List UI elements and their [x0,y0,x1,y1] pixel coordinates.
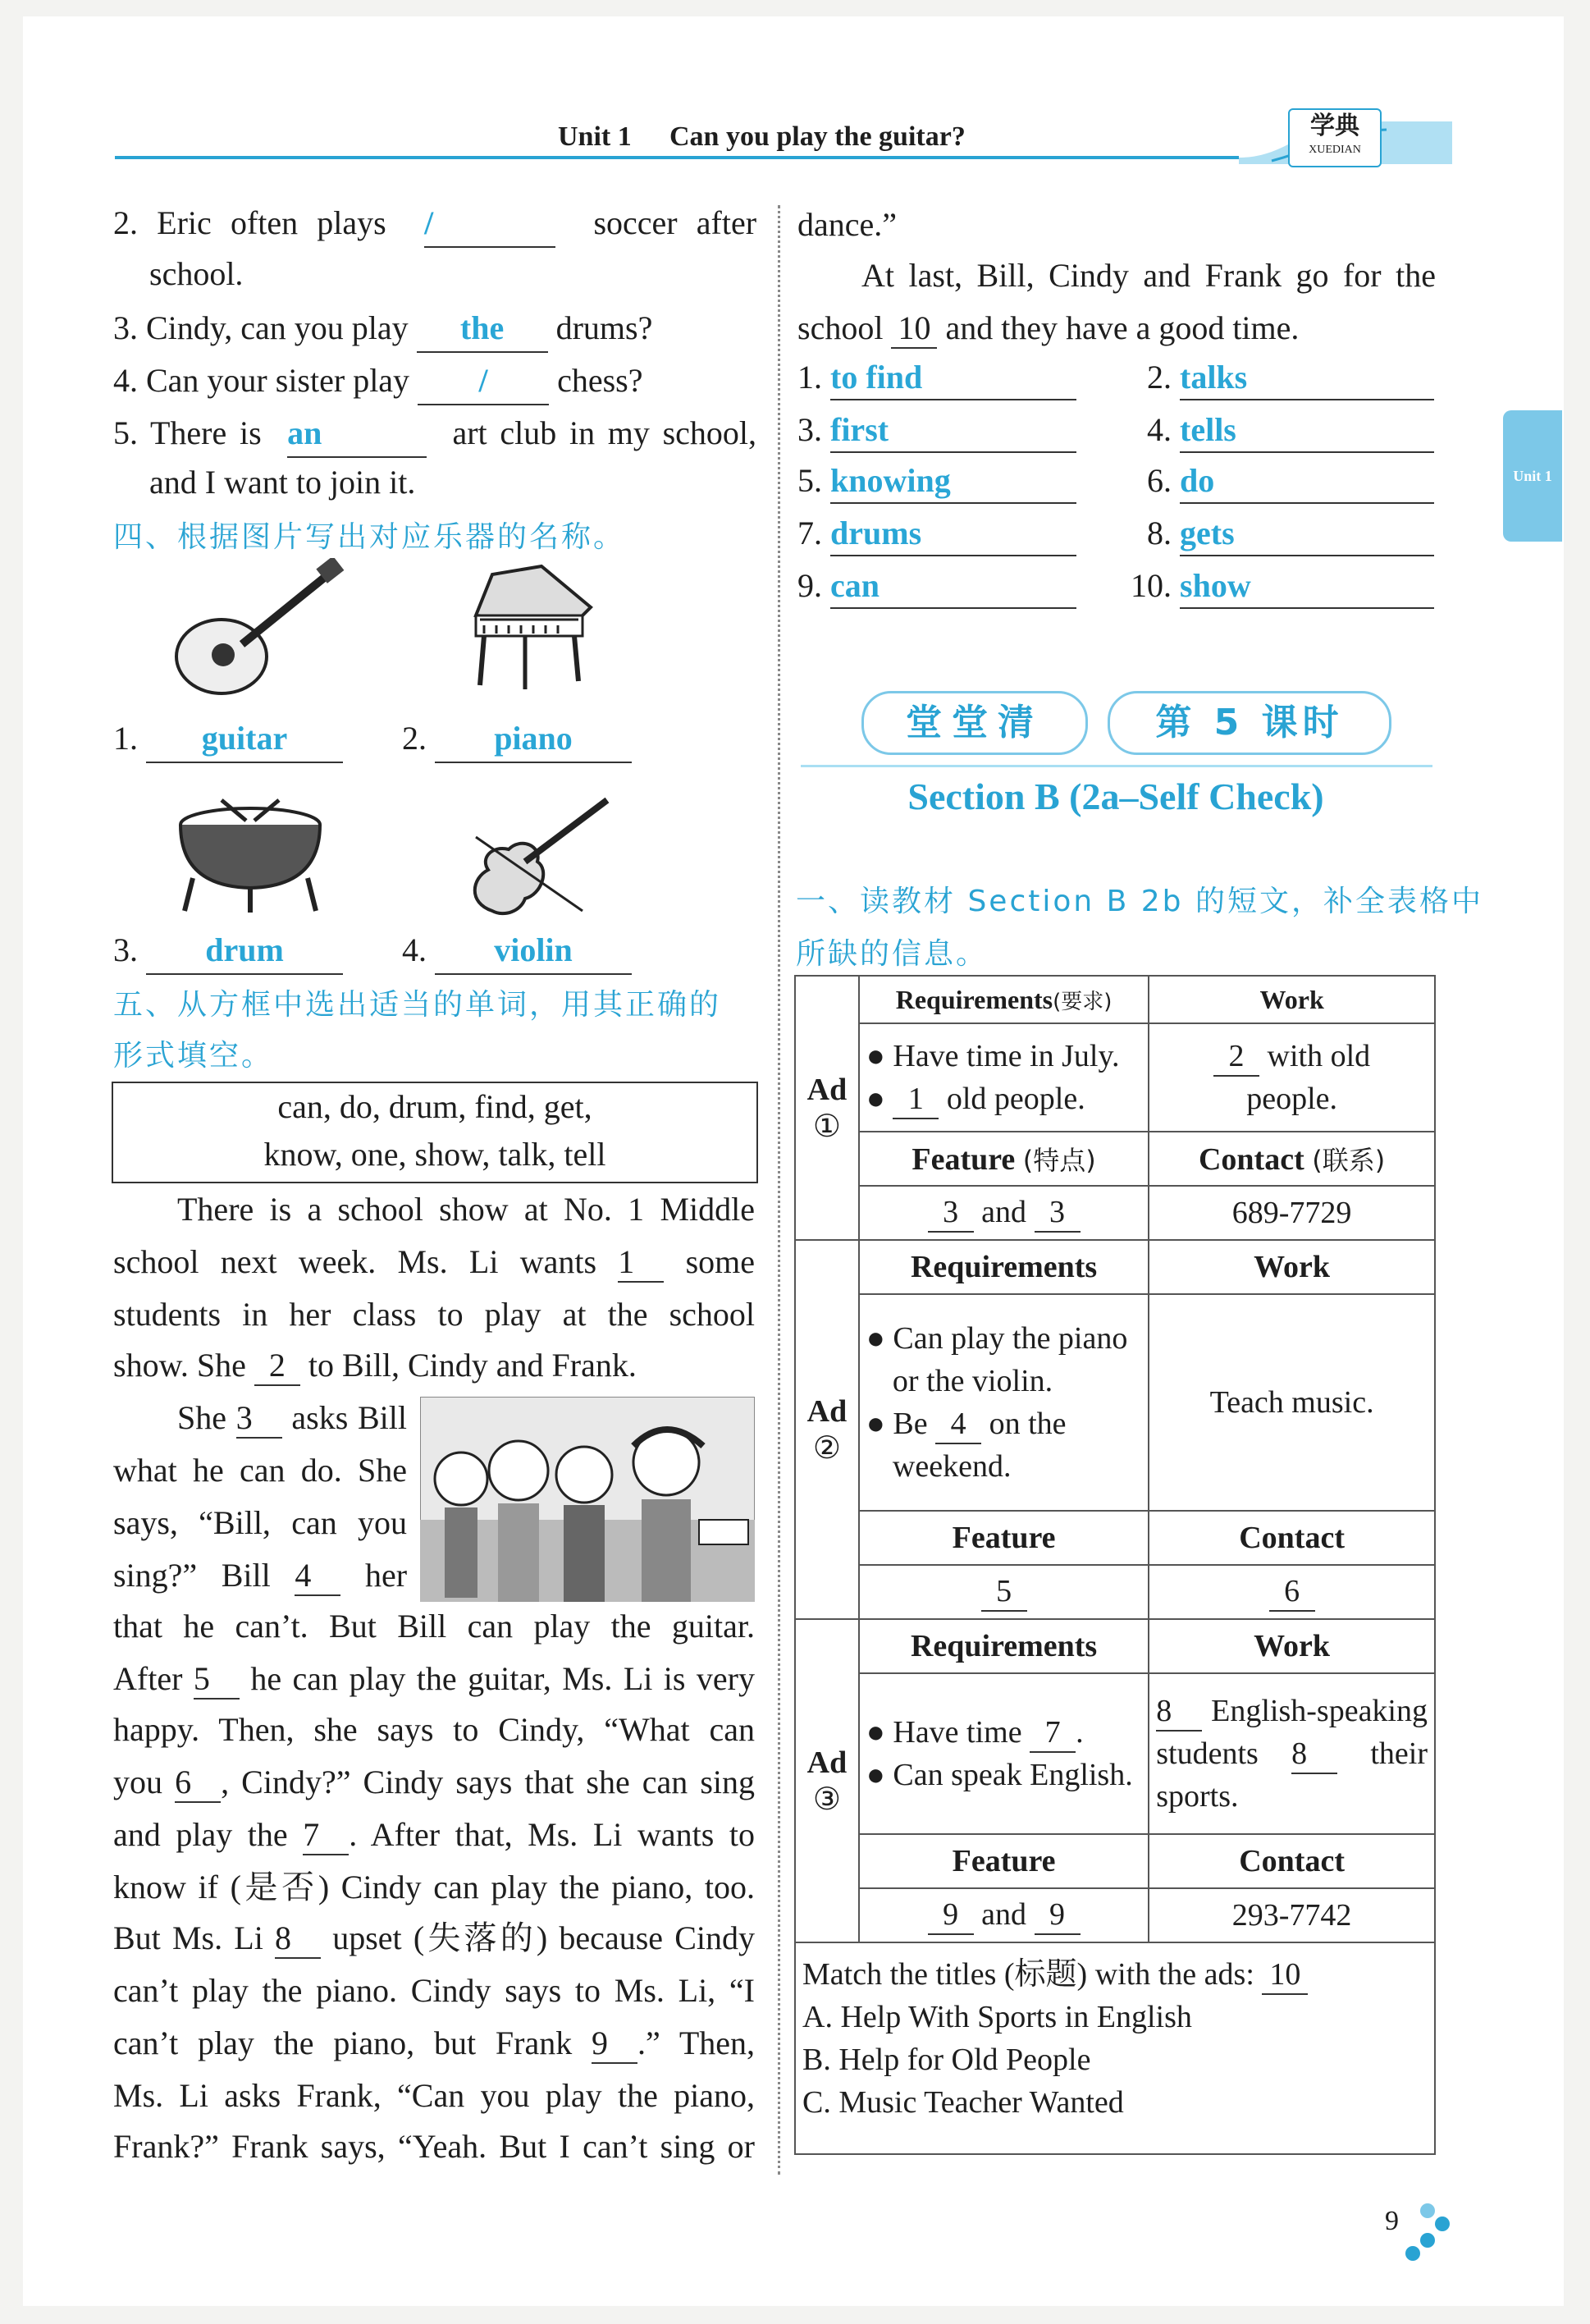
passage-line-15: But Ms. Li 8 upset (失落的) because Cindy [113,1915,755,1961]
ad2-body-row [795,1294,1435,1511]
ad3-contact-head: Contact [1149,1834,1435,1888]
ad3-req: ● Have time 7 . ● Can speak English. [859,1673,1149,1834]
ad1-work-head: Work [1149,976,1435,1023]
ad1-contact: 689-7729 [1149,1186,1435,1240]
ads-table [794,975,1436,2155]
passage-line-12: you 6 , Cindy?” Cindy says that she can sing [113,1759,755,1805]
header [0,0,1590,181]
passage-line-16: can’t play the piano. Cindy says to Ms. Li, “I [113,1972,755,2009]
answer-6: 6. do [1147,460,1434,504]
word-box [112,1082,758,1183]
word-box-line-2: know, one, show, talk, tell [263,1136,606,1173]
passage-cont-1: dance.” [797,206,898,243]
ad1-feature: 3 and 3 [859,1186,1149,1240]
answer-9: 9. can [797,565,1076,609]
passage-cont-3: school 10 and they have a good time. [797,305,1299,351]
piano-image [459,558,607,698]
left-item-2: 2. Eric often plays / soccer after [113,200,756,248]
answer-5: 5. knowing [797,460,1076,504]
ad2-feature-row [795,1565,1435,1619]
ad1-feature-row [795,1186,1435,1240]
ad2-work: Teach music. [1149,1294,1435,1511]
school-show-image [420,1397,755,1602]
logo [1288,108,1382,167]
instrument-2: 2. piano [402,716,632,763]
ad3-head-row [795,1619,1435,1673]
logo-cn: 学典 [1310,112,1359,140]
answer-8: 8. gets [1147,512,1434,556]
banner-underline [801,765,1432,767]
match-row [795,1942,1435,2154]
passage-line-14: know if (是否) Cindy can play the piano, too. [113,1869,755,1905]
header-rule [107,115,1452,172]
logo-en: XUEDIAN [1309,144,1361,156]
ad1-feature-head: Feature (特点) [859,1132,1149,1186]
left-item-4: 4. Can your sister play / chess? [113,358,642,405]
ad3-feature: 9 and 9 [859,1888,1149,1942]
ad2-work-head: Work [1149,1240,1435,1294]
left-item-5: 5. There is an art club in my school, [113,410,756,458]
option-a: A. Help With Sports in English [802,2000,1192,2034]
ad3-work-head: Work [1149,1619,1435,1673]
option-b: B. Help for Old People [802,2043,1091,2077]
guitar-image [164,558,345,706]
ad3-body-row [795,1673,1435,1834]
ad1-contact-head: Contact (联系) [1149,1132,1435,1186]
section-title: Section B (2a–Self Check) [907,775,1324,817]
section-5-title-2: 形式填空。 [113,1039,274,1073]
answer-7: 7. drums [797,512,1076,556]
passage-line-2: school next week. Ms. Li wants 1 some [113,1239,755,1285]
passage-line-3: students in her class to play at the school [113,1296,755,1333]
ad3-work: 8 English-speaking students 8 their sports. [1149,1673,1435,1834]
passage-line-8: sing?” Bill 4 her [113,1553,407,1599]
word-box-line-1: can, do, drum, find, get, [277,1088,592,1125]
column-divider [778,205,780,2175]
question-1-title-1: 一、读教材 Section B 2b 的短文，补全表格中 [796,885,1483,918]
banner-right: 第 5 课时 [1108,691,1391,755]
option-c: C. Music Teacher Wanted [802,2085,1124,2120]
ad3-feature-head: Feature [859,1834,1149,1888]
ad1-label: Ad ① [795,976,859,1240]
ad1-body-row [795,1023,1435,1132]
question-1-title-2: 所缺的信息。 [796,937,989,971]
side-tab: Unit 1 [1503,410,1562,542]
ad1-head-row [795,976,1435,1023]
header-title: Can you play the guitar? [669,121,966,152]
header-unit: Unit 1 [558,121,632,152]
passage-line-1: There is a school show at No. 1 Middle [177,1191,755,1228]
section-4-title: 四、根据图片写出对应乐器的名称。 [113,520,626,554]
ad3-feature-head-row [795,1834,1435,1888]
ad3-feature-row [795,1888,1435,1942]
ad2-req-head: Requirements [859,1240,1149,1294]
answer-3: 3. first [797,409,1076,453]
ad2-contact-head: Contact [1149,1511,1435,1565]
lesson-banner [845,691,1403,757]
passage-line-7: says, “Bill, can you [113,1504,407,1541]
instrument-4: 4. violin [402,927,632,975]
passage-line-6: what he can do. She [113,1452,407,1489]
passage-cont-2: At last, Bill, Cindy and Frank go for the [861,257,1436,294]
left-item-3: 3. Cindy, can you play the drums? [113,305,652,353]
passage-line-5: She 3 asks Bill [177,1395,407,1441]
ad2-req: ● Can play the piano or the violin. ● Be 4 on the weekend. [859,1294,1149,1511]
answer-2: 2. talks [1147,356,1434,400]
passage-line-9: that he can’t. But Bill can play the guitar. [113,1608,755,1645]
passage-line-13: and play the 7 . After that, Ms. Li wants to [113,1812,755,1858]
ad2-feature: 5 [859,1565,1149,1619]
ad3-label: Ad ③ [795,1619,859,1942]
left-item-5-cont: and I want to join it. [149,464,416,501]
left-item-2-cont: school. [149,255,244,292]
instrument-3: 3. drum [113,927,343,975]
passage-line-18: Ms. Li asks Frank, “Can you play the piano, [113,2077,755,2114]
passage-line-10: After 5 he can play the guitar, Ms. Li is very [113,1656,755,1702]
section-5-title-1: 五、从方框中选出适当的单词，用其正确的 [113,988,722,1022]
answer-10: 10. show [1131,565,1434,609]
passage-line-17: can’t play the piano, but Frank 9 .” Then, [113,2020,755,2066]
banner-left: 堂堂清 [861,691,1088,755]
passage-line-11: happy. Then, she says to Cindy, “What can [113,1711,755,1748]
ad3-contact: 293-7742 [1149,1888,1435,1942]
ad2-label: Ad ② [795,1240,859,1619]
ad2-feature-head: Feature [859,1511,1149,1565]
instrument-1: 1. guitar [113,716,343,763]
ad3-req-head: Requirements [859,1619,1149,1673]
passage-line-4: show. She 2 to Bill, Cindy and Frank. [113,1343,637,1388]
ad2-head-row [795,1240,1435,1294]
drum-image [172,796,328,919]
violin-image [459,788,624,927]
passage-line-19: Frank?” Frank says, “Yeah. But I can’t sing or [113,2128,755,2165]
ad1-work: 2 with old people. [1149,1023,1435,1132]
page-number: 9 [1385,2206,1399,2236]
ad2-contact: 6 [1149,1565,1435,1619]
answer-1: 1. to find [797,356,1076,400]
ad2-feature-head-row [795,1511,1435,1565]
ad1-req: ● Have time in July. ● 1 old people. [859,1023,1149,1132]
match-cell: Match the titles (标题) with the ads: 10 A. Help With Sports in English B. Help for Old People C. Music Teacher Wanted [795,1942,1435,2154]
page-dots [1395,2199,1460,2290]
ad1-req-head: Requirements(要求) [859,976,1149,1023]
answer-4: 4. tells [1147,409,1434,453]
ad1-feature-head-row [795,1132,1435,1186]
